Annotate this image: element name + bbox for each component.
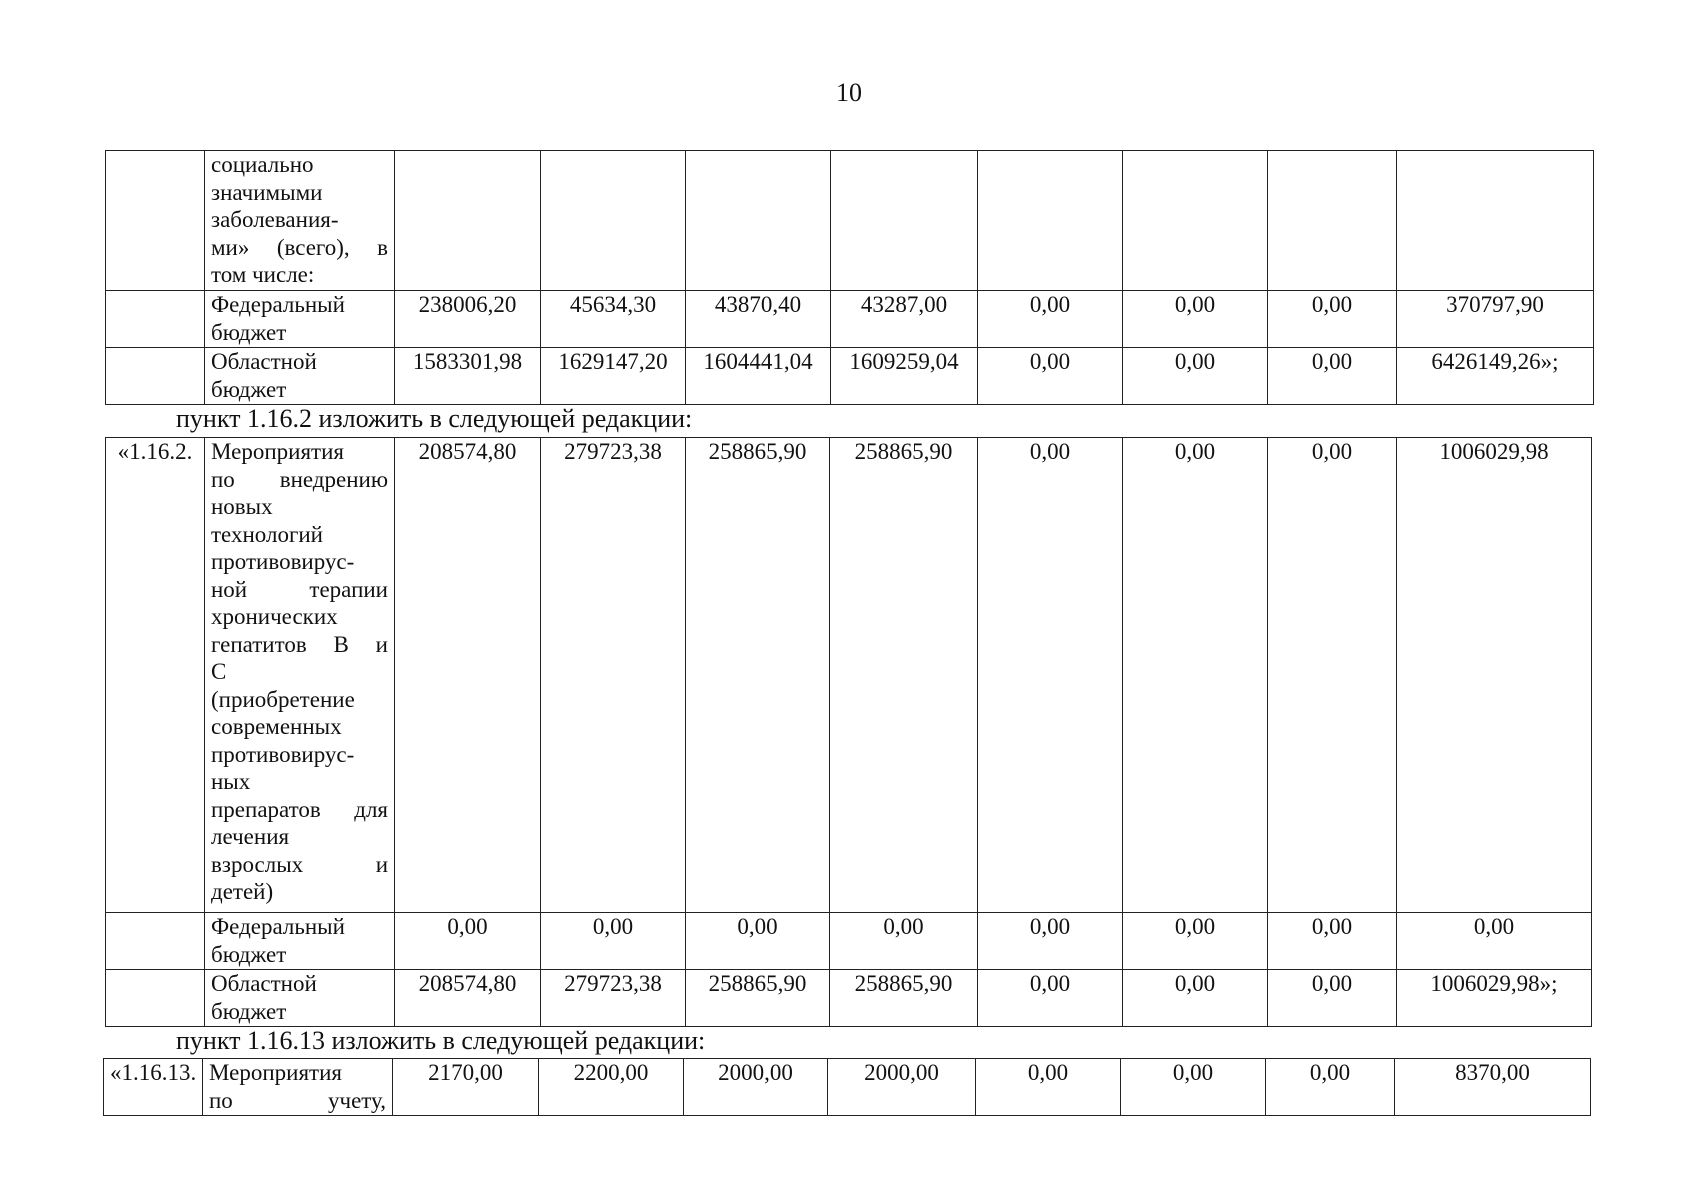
code-cell	[106, 151, 205, 291]
description-line: противовирус-	[211, 549, 355, 574]
value-cell: 1604441,04	[686, 348, 831, 405]
total-cell: 6426149,26»;	[1397, 348, 1594, 405]
code-cell	[106, 970, 205, 1027]
table-row	[106, 970, 1592, 1027]
value-cell: 0,00	[1123, 913, 1268, 970]
value-cell	[541, 151, 686, 291]
value-cell	[831, 151, 978, 291]
description-line: значимыми	[211, 179, 323, 205]
item-code-cell: «1.16.13.	[104, 1059, 203, 1116]
description-line: том числе:	[211, 262, 315, 287]
total-cell: 8370,00	[1395, 1059, 1591, 1116]
total-cell: 370797,90	[1397, 291, 1594, 348]
description-line: гепатитов В и	[211, 631, 388, 657]
value-cell	[395, 151, 541, 291]
value-cell	[686, 151, 831, 291]
description-cell	[205, 438, 395, 913]
total-cell: 1006029,98»;	[1397, 970, 1592, 1027]
budget-label-line: бюджет	[211, 319, 287, 345]
budget-label-line: бюджет	[211, 941, 287, 967]
budget-label-line: бюджет	[211, 998, 287, 1024]
value-cell: 2170,00	[393, 1059, 539, 1116]
budget-label-line: бюджет	[211, 376, 287, 402]
description-cell	[205, 151, 395, 291]
value-cell: 0,00	[978, 291, 1123, 348]
value-cell: 238006,20	[395, 291, 541, 348]
value-cell: 43287,00	[831, 291, 978, 348]
page-number: 10	[836, 78, 862, 107]
value-cell: 258865,90	[686, 438, 830, 913]
code-cell	[106, 291, 205, 348]
value-cell: 2200,00	[539, 1059, 684, 1116]
value-cell	[1397, 151, 1594, 291]
description-line: лечения	[211, 824, 290, 849]
budget-label-line: Федеральный	[211, 914, 345, 939]
value-cell: 0,00	[830, 913, 978, 970]
description-line: заболевания-	[211, 207, 339, 232]
value-cell: 1583301,98	[395, 348, 541, 405]
value-cell: 43870,40	[686, 291, 831, 348]
value-cell: 45634,30	[541, 291, 686, 348]
section-heading: пункт 1.16.13 изложить в следующей редакции:	[176, 1026, 706, 1055]
value-cell: 0,00	[978, 348, 1123, 405]
section-heading: пункт 1.16.2 изложить в следующей редакции:	[176, 404, 693, 433]
value-cell: 0,00	[1123, 970, 1268, 1027]
budget-label-line: Областной	[211, 971, 317, 996]
description-line: детей)	[211, 879, 274, 904]
table-row	[106, 438, 1592, 913]
budget-table-item	[103, 1058, 1591, 1116]
budget-table-continuation	[105, 150, 1594, 405]
value-cell	[1268, 151, 1397, 291]
table-row	[106, 348, 1594, 405]
description-line: социально	[211, 152, 314, 177]
value-cell: 0,00	[1121, 1059, 1266, 1116]
code-cell	[106, 348, 205, 405]
value-cell: 0,00	[1268, 913, 1397, 970]
value-cell: 279723,38	[541, 438, 686, 913]
value-cell: 258865,90	[686, 970, 830, 1027]
budget-label-line: Федеральный	[211, 292, 345, 317]
description-line: С	[211, 659, 227, 684]
value-cell: 0,00	[1268, 970, 1397, 1027]
value-cell: 258865,90	[830, 970, 978, 1027]
description-line: противовирус-	[211, 741, 355, 767]
budget-label-cell	[205, 348, 395, 405]
value-cell: 0,00	[978, 438, 1123, 913]
value-cell: 0,00	[1266, 1059, 1395, 1116]
description-line: взрослых и	[211, 851, 388, 877]
value-cell: 0,00	[1123, 438, 1268, 913]
description-line: хронических	[211, 604, 338, 629]
description-line: Мероприятия	[209, 1060, 342, 1085]
description-line: Мероприятия	[211, 439, 344, 464]
total-cell: 1006029,98	[1397, 438, 1592, 913]
description-line: новых	[211, 494, 273, 519]
item-code-cell: «1.16.2.	[106, 438, 205, 913]
table-row	[104, 1059, 1591, 1116]
table-row	[106, 913, 1592, 970]
table-row	[106, 291, 1594, 348]
description-line: ми» (всего), в	[211, 234, 388, 260]
description-line: ной терапии	[211, 576, 388, 602]
value-cell: 0,00	[976, 1059, 1121, 1116]
description-line: современных	[211, 714, 342, 739]
value-cell: 0,00	[1268, 438, 1397, 913]
description-line: (приобретение	[211, 686, 355, 712]
budget-table-item	[105, 437, 1592, 1027]
value-cell: 0,00	[1123, 291, 1268, 348]
value-cell: 0,00	[686, 913, 830, 970]
description-line: технологий	[211, 521, 323, 547]
value-cell: 2000,00	[828, 1059, 976, 1116]
value-cell: 0,00	[1268, 291, 1397, 348]
budget-label-cell	[205, 970, 395, 1027]
value-cell: 0,00	[541, 913, 686, 970]
value-cell: 1629147,20	[541, 348, 686, 405]
value-cell: 0,00	[1123, 348, 1268, 405]
value-cell: 0,00	[978, 913, 1123, 970]
description-line: препаратов для	[211, 796, 388, 822]
value-cell	[1123, 151, 1268, 291]
value-cell	[978, 151, 1123, 291]
total-cell: 0,00	[1397, 913, 1592, 970]
description-line: по внедрению	[211, 466, 388, 492]
value-cell: 1609259,04	[831, 348, 978, 405]
budget-label-line: Областной	[211, 349, 317, 374]
value-cell: 208574,80	[395, 970, 541, 1027]
budget-label-cell	[205, 291, 395, 348]
table-row	[106, 151, 1594, 291]
value-cell: 208574,80	[395, 438, 541, 913]
value-cell: 0,00	[395, 913, 541, 970]
description-line: по учету,	[209, 1087, 386, 1113]
description-line: ных	[211, 769, 251, 794]
value-cell: 258865,90	[830, 438, 978, 913]
value-cell: 0,00	[978, 970, 1123, 1027]
value-cell: 279723,38	[541, 970, 686, 1027]
code-cell	[106, 913, 205, 970]
value-cell: 2000,00	[684, 1059, 828, 1116]
budget-label-cell	[205, 913, 395, 970]
value-cell: 0,00	[1268, 348, 1397, 405]
description-cell	[203, 1059, 393, 1116]
